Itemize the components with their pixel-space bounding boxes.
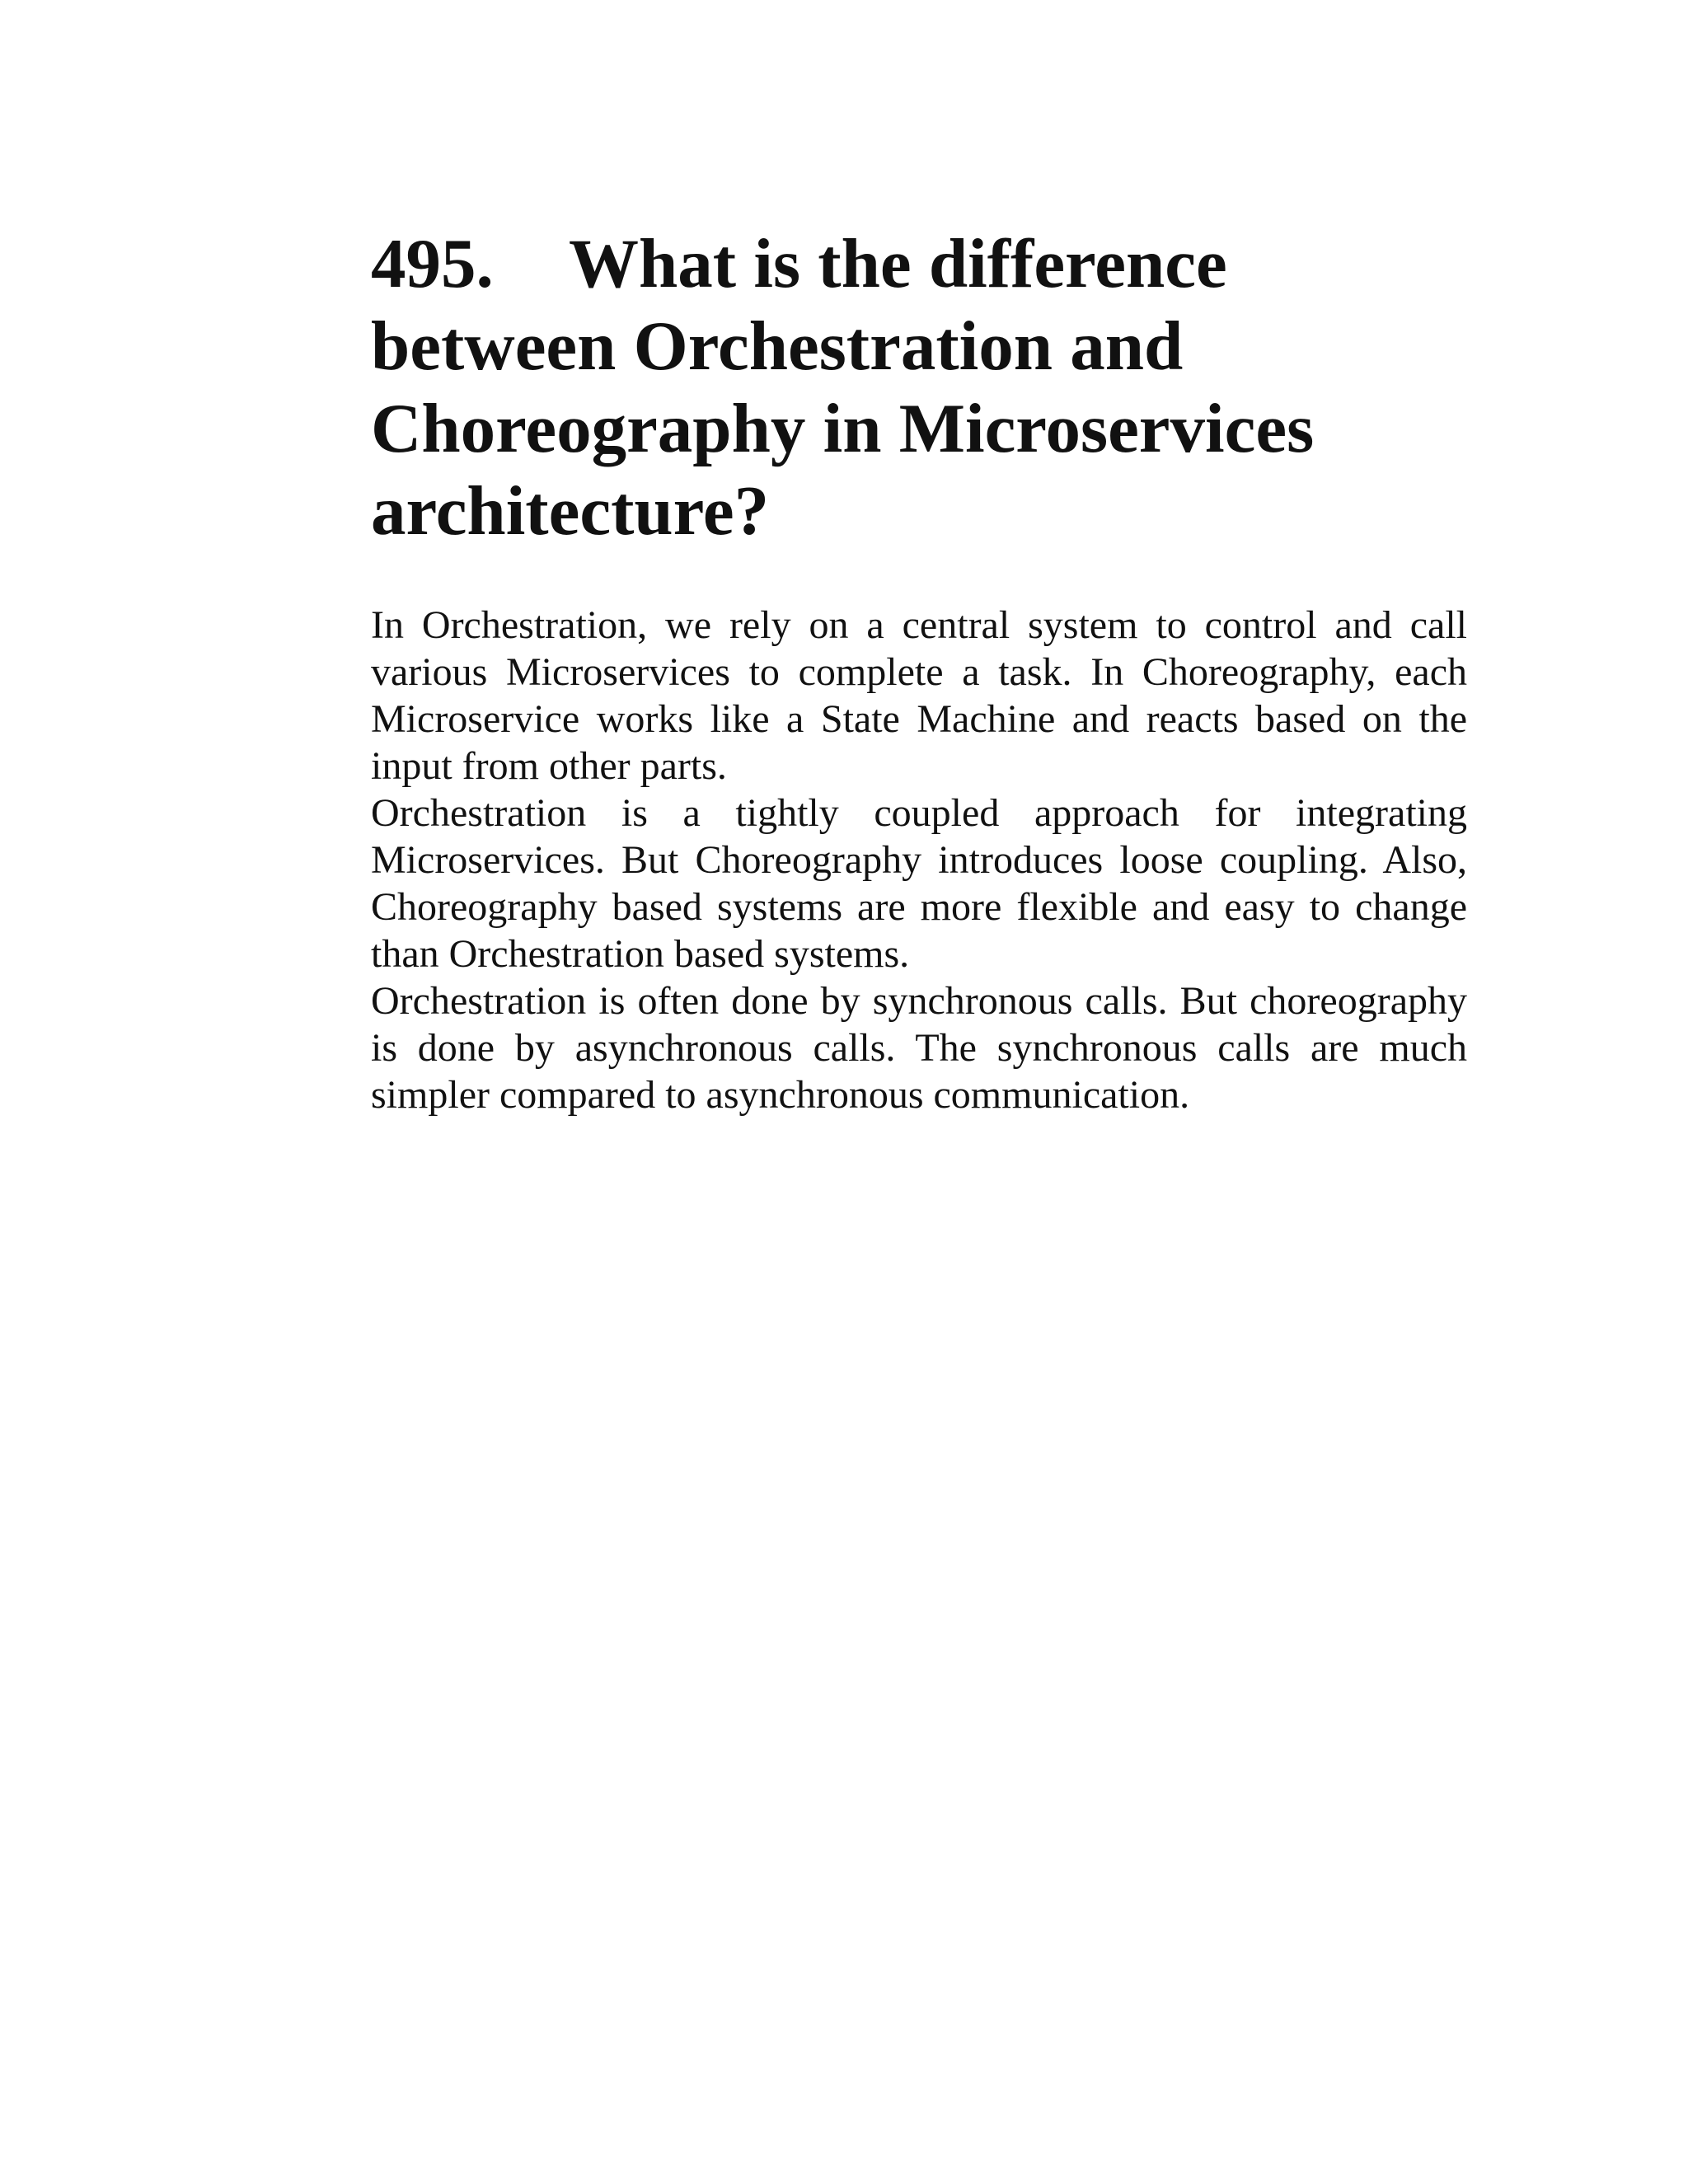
answer-paragraph-3: Orchestration is often done by synchronous calls. But choreography is done by asynchronous calls. The synchronous calls are much simpler compared to asynchronous communication. bbox=[371, 979, 1467, 1117]
answer-paragraph-1: In Orchestration, we rely on a central system to control and call various Microservices to complete a task. In Choreography, each Microservice works like a State Machine and reacts based on the input from other parts. bbox=[371, 603, 1467, 788]
answer-paragraph-2: Orchestration is a tightly coupled approach for integrating Microservices. But Choreography introduces loose coupling. Also, Choreography based systems are more flexible and easy to change than Orchestration based systems. bbox=[371, 791, 1467, 976]
question-title: What is the difference between Orchestration and Choreography in Microservices architecture? bbox=[371, 225, 1315, 550]
question-number: 495. bbox=[371, 225, 494, 302]
answer-body bbox=[371, 602, 1467, 1118]
document-page bbox=[371, 223, 1467, 1118]
question-heading bbox=[371, 223, 1467, 552]
